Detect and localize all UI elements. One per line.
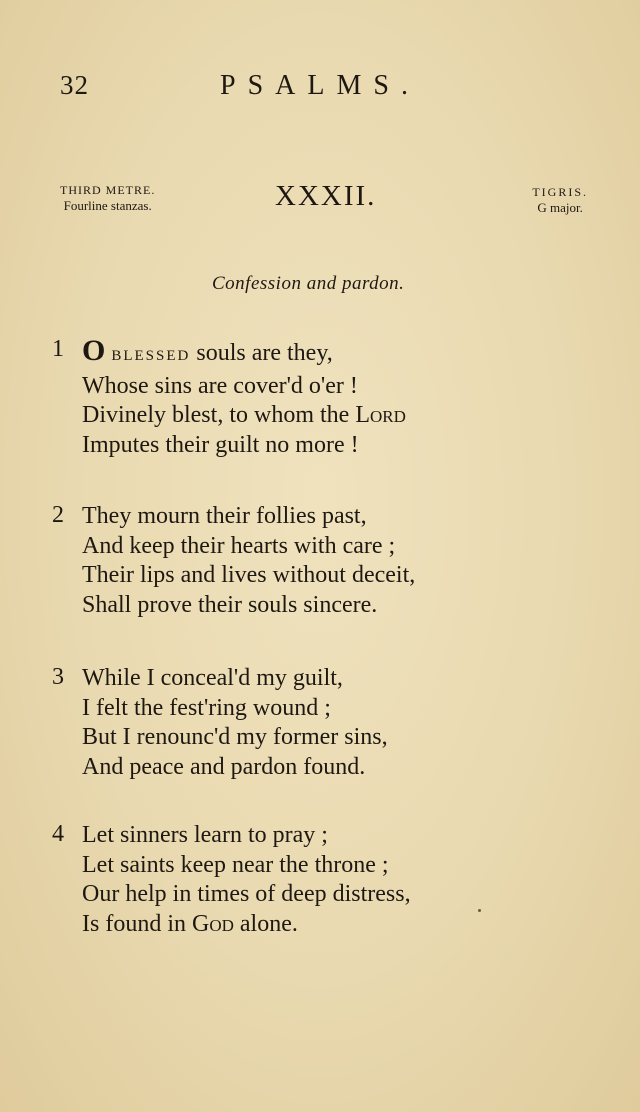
tune-name: TIGRIS. [532,185,588,199]
running-title: PSALMS. [220,70,420,101]
verse-line: But I renounc'd my former sins, [82,724,388,750]
stanza-2 [52,502,612,620]
verse-line: Whose sins are cover'd o'er ! [82,372,358,399]
verse-line: Imputes their guilt no more ! [82,431,359,458]
stanza-3 [52,664,612,782]
stanza-number: 1 [52,336,64,362]
tune-info [532,185,588,215]
stanza-4 [52,821,612,939]
verse-line [52,910,612,940]
small-caps-word: Lord [355,402,406,428]
psalm-number: XXXII. [275,180,377,212]
stanza-number: 3 [52,664,64,690]
verse-line [52,401,612,431]
metre-info [60,183,155,213]
verse-line: Shall prove their souls sincere. [82,591,378,618]
verse-line-text: alone. [233,910,298,937]
drop-cap: O [82,334,106,367]
verse-line: Their lips and lives without deceit, [82,562,416,588]
psalm-subtitle: Confession and pardon. [212,273,405,294]
verse-line: Let saints keep near the throne ; [82,851,389,878]
verse-line-text: Divinely blest, to whom the [82,402,356,428]
stanza-1 [52,336,612,460]
verse-line-text: Is found in [82,910,192,937]
stanza-number: 2 [52,502,64,528]
verse-line: They mourn their follies past, [82,503,367,529]
stanza-number: 4 [52,821,64,847]
verse-line: And keep their hearts with care ; [82,532,396,559]
verse-line: And peace and pardon found. [82,753,366,780]
page-number: 32 [60,70,89,100]
metre-label: THIRD METRE. [60,183,156,197]
stanza-form-label: Fourline stanzas. [63,198,152,213]
verse-line: While I conceal'd my guilt, [82,665,343,691]
verse-line-rest: souls are they, [190,340,333,366]
small-caps-word: God [192,910,234,937]
small-caps-text: BLESSED [111,348,191,364]
tune-key: G major. [537,200,583,215]
verse-line: Our help in times of deep distress, [82,881,411,907]
ink-speck [478,909,481,912]
verse-line: Let sinners learn to pray ; [82,822,328,848]
verse-line [52,336,612,372]
verse-line: I felt the fest'ring wound ; [82,694,331,721]
